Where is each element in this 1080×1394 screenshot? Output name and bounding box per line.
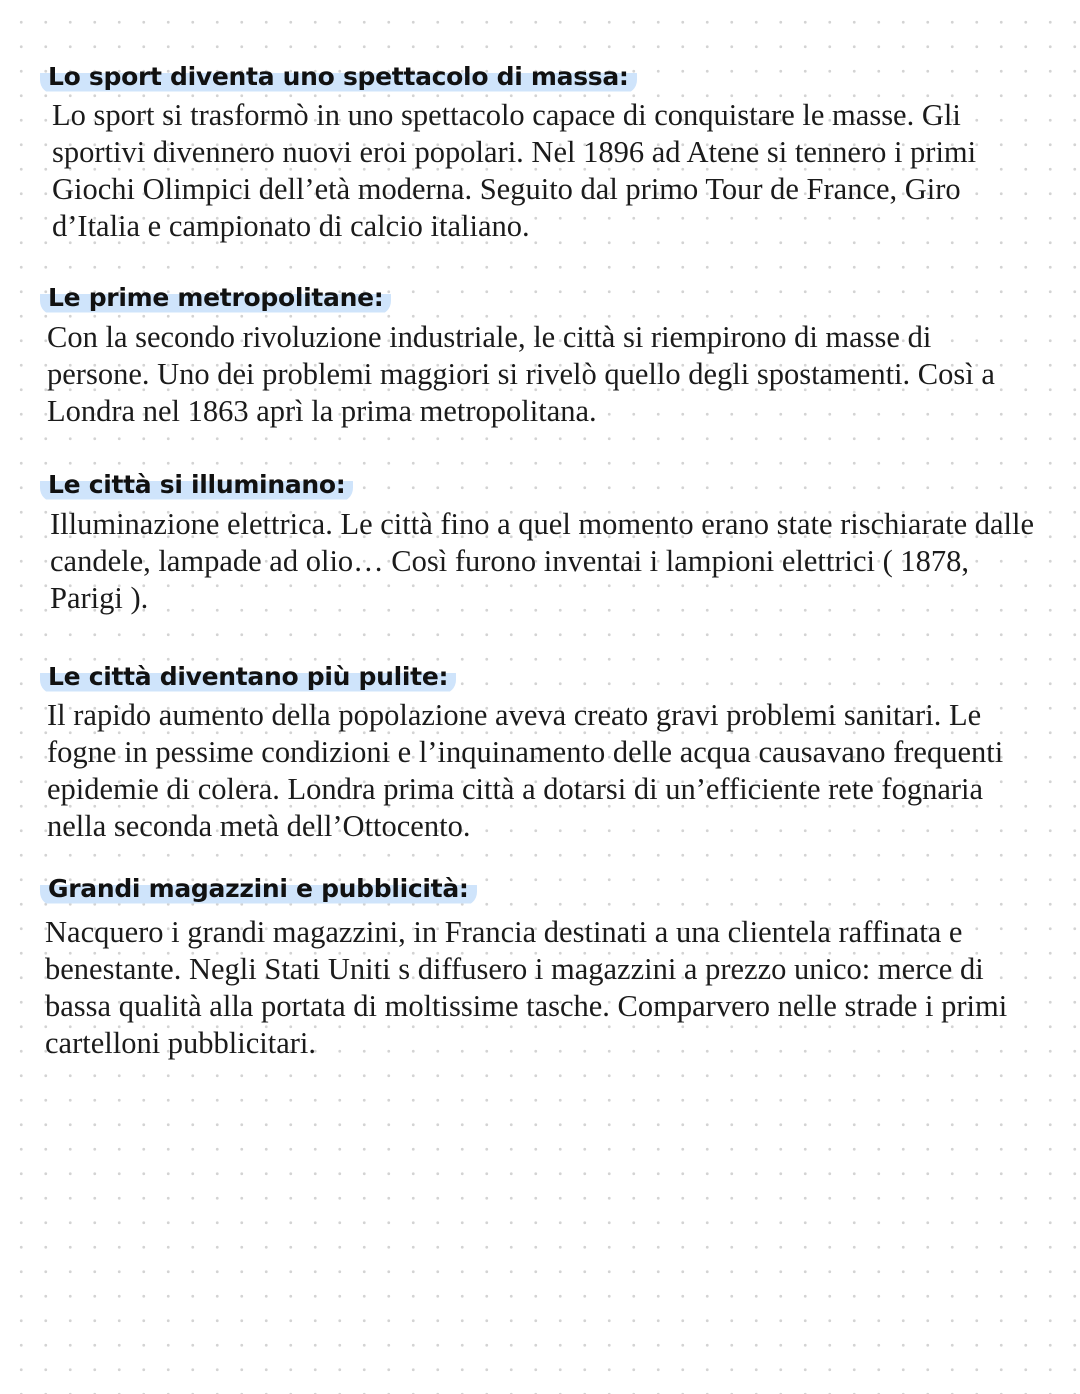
- section-title: Lo sport diventa uno spettacolo di massa:: [40, 60, 637, 94]
- section-body: Illuminazione elettrica. Le città fino a quel momento erano state rischiarate dalle candele, lampade ad olio… Così furono inventai i lampioni elettrici ( 1878, Parigi ).: [50, 507, 1035, 615]
- section-body: Con la secondo rivoluzione industriale, le città si riempirono di masse di persone. Uno dei problemi maggiori si rivelò quello degli spostamenti. Così a Londra nel 1863 aprì la prima metropolitana.: [47, 320, 995, 428]
- section-title: Grandi magazzini e pubblicità:: [40, 872, 477, 906]
- section-body: Nacquero i grandi magazzini, in Francia destinati a una clientela raffinata e benestante. Negli Stati Uniti s diffusero i magazzini a prezzo unico: merce di bassa qualità alla portata di moltissime tasche. Comparvero nelle strade i primi cartelloni pubblicitari.: [45, 915, 1008, 1060]
- section-title: Le città diventano più pulite:: [40, 660, 456, 694]
- section-title: Le città si illuminano:: [40, 468, 353, 502]
- section-title: Le prime metropolitane:: [40, 281, 391, 315]
- section-body: Lo sport si trasformò in uno spettacolo capace di conquistare le masse. Gli sportivi divennero nuovi eroi popolari. Nel 1896 ad Atene si tennero i primi Giochi Olimpici dell’età moderna. Seguito dal primo Tour de France, Giro d’Italia e campionato di calcio italiano.: [52, 98, 977, 243]
- section-body: Il rapido aumento della popolazione aveva creato gravi problemi sanitari. Le fogne in pessime condizioni e l’inquinamento delle acqua causavano frequenti epidemie di colera. Londra prima città a dotarsi di un’efficiente rete fognaria nella seconda metà dell’Ottocento.: [47, 698, 1004, 843]
